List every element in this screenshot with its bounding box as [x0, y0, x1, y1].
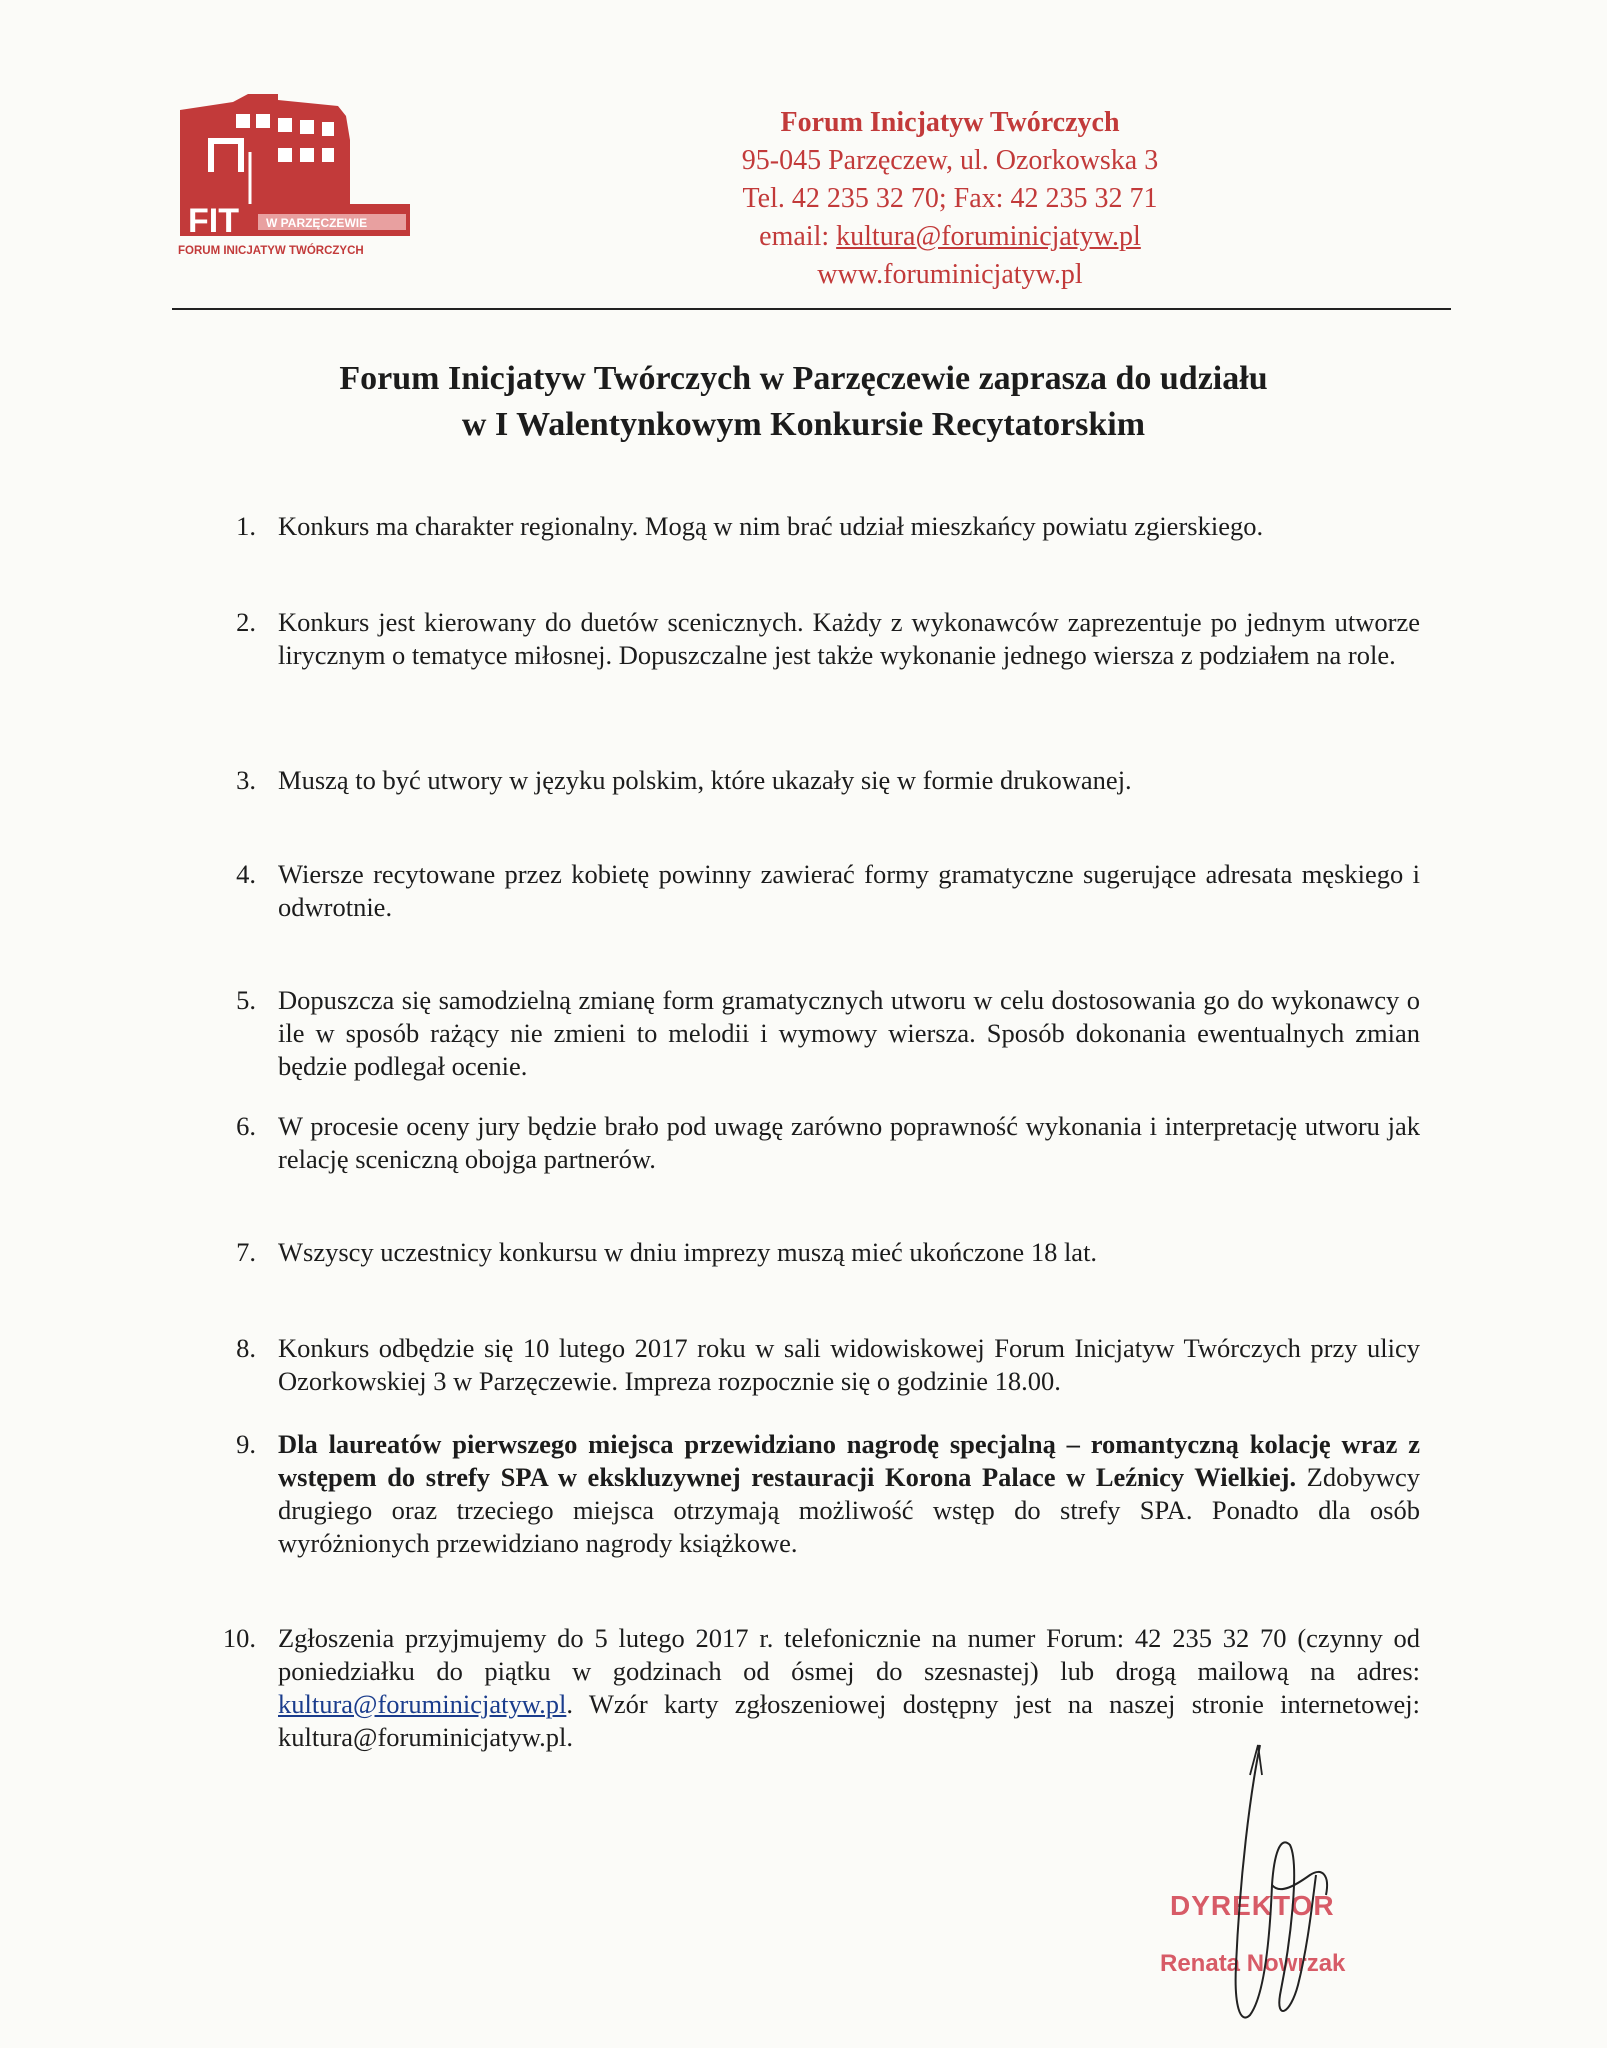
item-number: 1.	[236, 511, 256, 541]
item-text: Konkurs jest kierowany do duetów scenicznych. Każdy z wykonawców zaprezentuje po jednym utworze lirycznym o tematyce miłosnej. Dopuszczalne jest także wykonanie jednego wiersza z podziałem na role.	[278, 607, 1420, 670]
prize-highlight: Dla laureatów pierwszego miejsca przewidziano nagrodę specjalną – romantyczną kolację wraz z wstępem do strefy SPA w ekskluzywnej restauracji Korona Palace w Leźnicy Wielkiej.	[278, 1429, 1420, 1492]
logo-caption: FORUM INICJATYW TWÓRCZYCH	[178, 245, 364, 257]
stamp-name: Renata Nowrzak	[1160, 1950, 1346, 1977]
item-text: Wszyscy uczestnicy konkursu w dniu imprezy muszą mieć ukończone 18 lat.	[278, 1237, 1098, 1267]
org-phone: Tel. 42 235 32 70; Fax: 42 235 32 71	[742, 183, 1158, 214]
item-number: 9.	[236, 1429, 256, 1459]
item-text	[278, 1428, 1420, 1560]
item-number: 10.	[222, 1623, 256, 1653]
application-info-tail: . Wzór karty zgłoszeniowej dostępny jest na naszej stronie internetowej: kultura@foruminicjatyw.pl.	[278, 1689, 1420, 1752]
application-email-link[interactable]: kultura@foruminicjatyw.pl	[278, 1689, 567, 1719]
item-number: 3.	[236, 765, 256, 795]
item-number: 5.	[236, 985, 256, 1015]
org-email-line	[600, 218, 1300, 256]
item-number: 4.	[236, 859, 256, 889]
item-number: 6.	[236, 1111, 256, 1141]
email-link[interactable]: kultura@foruminicjatyw.pl	[836, 221, 1141, 252]
title-line-1: Forum Inicjatyw Twórczych w Parzęczewie zaprasza do udziału	[339, 360, 1268, 397]
stamp-title: DYREKTOR	[1170, 1890, 1335, 1921]
org-address: 95-045 Parzęczew, ul. Ozorkowska 3	[741, 145, 1159, 176]
logo-subtitle: W PARZĘCZEWIE	[266, 216, 368, 230]
item-number: 2.	[236, 607, 256, 637]
fit-logo	[178, 92, 418, 262]
item-text: W procesie oceny jury będzie brało pod uwagę zarówno poprawność wykonania i interpretację utworu jak relację sceniczną obojga partnerów.	[278, 1111, 1420, 1174]
document-title	[100, 356, 1507, 448]
item-text: Wiersze recytowane przez kobietę powinny zawierać formy gramatyczne sugerujące adresata męskiego i odwrotnie.	[278, 859, 1420, 922]
handwritten-signature	[1140, 1735, 1370, 2035]
application-info: Zgłoszenia przyjmujemy do 5 lutego 2017 r. telefonicznie na numer Forum: 42 235 32 70 (czynny od poniedziałku do piątku w godzinach od ósmej do szesnastej) lub drogą mailową na adres:	[278, 1623, 1420, 1686]
header-divider	[172, 308, 1451, 310]
item-text: Konkurs odbędzie się 10 lutego 2017 roku w sali widowiskowej Forum Inicjatyw Twórczych przy ulicy Ozorkowskiej 3 w Parzęczewie. Impreza rozpocznie się o godzinie 18.00.	[278, 1333, 1420, 1396]
item-number: 7.	[236, 1237, 256, 1267]
item-text: Dopuszcza się samodzielną zmianę form gramatycznych utworu w celu dostosowania go do wykonawcy o ile w sposób rażący nie zmieni to melodii i wymowy wiersza. Sposób dokonania ewentualnych zmian będzie podlegał ocenie.	[278, 985, 1420, 1081]
item-number: 8.	[236, 1333, 256, 1363]
prize-details: Zdobywcy drugiego oraz trzeciego miejsca otrzymają możliwość wstęp do strefy SPA. Ponadto dla osób wyróżnionych przewidziano nagrody książkowe.	[278, 1462, 1420, 1558]
org-name: Forum Inicjatyw Twórczych	[780, 107, 1120, 138]
email-label: email:	[759, 221, 837, 252]
website-link[interactable]: www.foruminicjatyw.pl	[817, 259, 1083, 290]
title-line-2: w I Walentynkowym Konkursie Recytatorskim	[461, 406, 1146, 443]
letterhead-contact	[600, 104, 1300, 294]
item-text: Konkurs ma charakter regionalny. Mogą w nim brać udział mieszkańcy powiatu zgierskiego.	[278, 511, 1264, 541]
logo-mark: FIT	[188, 202, 239, 240]
item-text: Muszą to być utwory w języku polskim, które ukazały się w formie drukowanej.	[278, 765, 1132, 795]
